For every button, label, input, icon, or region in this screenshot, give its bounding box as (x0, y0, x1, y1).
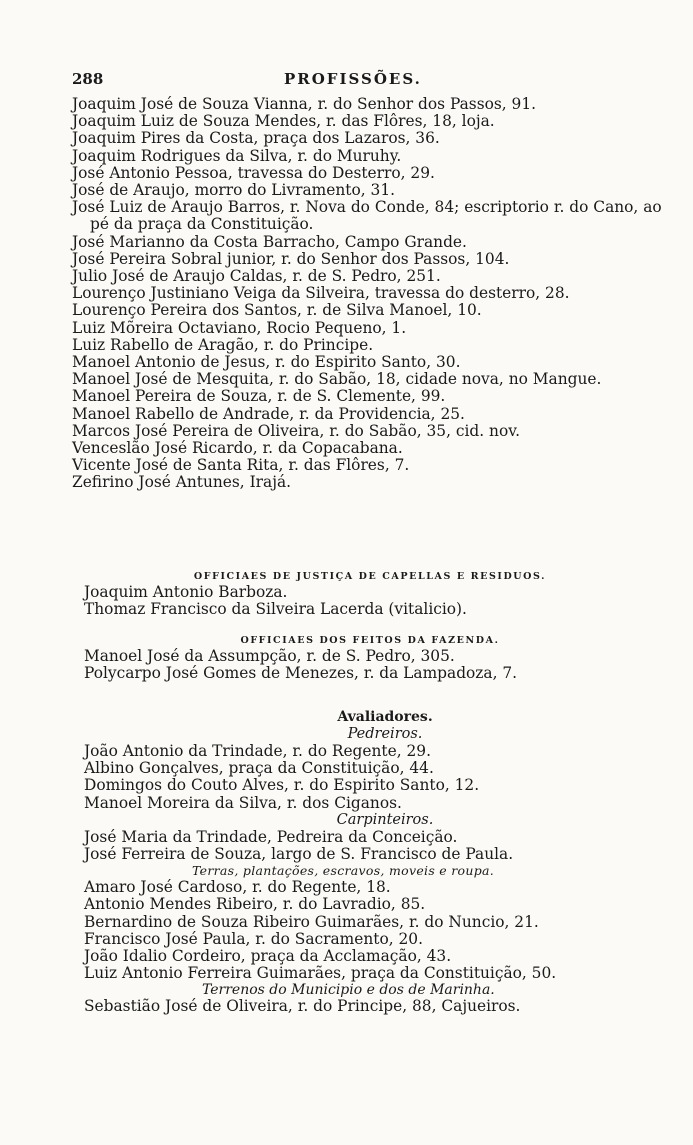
list-item: Amaro José Cardoso, r. do Regente, 18. (84, 878, 391, 897)
list-item: João Antonio da Trindade, r. do Regente, 29. (84, 742, 431, 760)
subsection-heading: Terras, plantações, escravos, moveis e roupa. (192, 863, 495, 879)
list-item: Julio José de Araujo Caldas, r. de S. Pedro, 251. (72, 267, 441, 286)
list-item: Lourenço Pereira dos Santos, r. de Silva Manoel, 10. (72, 301, 482, 320)
list-item: Luiz Rabello de Aragão, r. do Principe. (72, 335, 374, 354)
subsection-heading: Pedreiros. (347, 726, 423, 742)
main-entry-list (72, 96, 668, 492)
list-item: Joaquim Rodrigues da Silva, r. do Muruhy. (72, 146, 402, 165)
running-title: PROFISSÕES. (284, 70, 422, 88)
list-item: Marcos José Pereira de Oliveira, r. do Sabão, 35, cid. nov. (72, 421, 520, 440)
list-item: Bernardino de Souza Ribeiro Guimarães, r. do Nuncio, 21. (84, 912, 539, 931)
list-item: Zefirino José Antunes, Irajá. (72, 473, 292, 492)
list-item: Manoel José da Assumpção, r. de S. Pedro, 305. (84, 647, 455, 665)
list-item: João Idalio Cordeiro, praça da Acclamação, 43. (84, 947, 452, 966)
section-fazenda (72, 634, 668, 682)
list-item: Luiz Antonio Ferreira Guimarães, praça da Constituição, 50. (84, 964, 557, 983)
page-number: 288 (72, 70, 104, 88)
list-item: Manoel Moreira da Silva, r. dos Ciganos. (84, 793, 402, 812)
list-item: Manoel Pereira de Souza, r. de S. Clemente, 99. (72, 387, 446, 406)
list-item: Lourenço Justiniano Veiga da Silveira, travessa do desterro, 28. (72, 284, 570, 303)
list-item: José Pereira Sobral junior, r. do Senhor dos Passos, 104. (72, 249, 510, 268)
section-heading: OFFICIAES DE JUSTIÇA DE CAPELLAS E RESIDUOS. (193, 571, 547, 582)
subsection-heading: Terrenos do Municipio e dos de Marinha. (202, 982, 495, 999)
list-item: José Luiz de Araujo Barros, r. Nova do Conde, 84; escriptorio r. do Cano, ao pé da praça da Constituição. (72, 198, 662, 234)
list-item: Joaquim Luiz de Souza Mendes, r. das Flôres, 18, loja. (72, 112, 495, 131)
list-item: Manoel Antonio de Jesus, r. do Espirito Santo, 30. (72, 353, 461, 372)
list-item: Domingos do Couto Alves, r. do Espirito Santo, 12. (84, 776, 480, 795)
section-heading: Avaliadores. (337, 709, 433, 725)
section-heading: OFFICIAES DOS FEITOS DA FAZENDA. (240, 635, 500, 646)
subsection-heading: Carpinteiros. (336, 811, 434, 828)
list-item: Antonio Mendes Ribeiro, r. do Lavradio, 85. (84, 895, 426, 914)
list-item: José Ferreira de Souza, largo de S. Francisco de Paula. (84, 845, 514, 864)
list-item: José Marianno da Costa Barracho, Campo Grande. (72, 232, 467, 251)
list-item: Polycarpo José Gomes de Menezes, r. da Lampadoza, 7. (84, 664, 518, 683)
list-item: Sebastião José de Oliveira, r. do Principe, 88, Cajueiros. (84, 997, 521, 1016)
list-item: José Maria da Trindade, Pedreira da Conceição. (84, 827, 458, 846)
list-item: Luiz Mõreira Octaviano, Rocio Pequeno, 1. (72, 318, 407, 337)
list-item: Joaquim José de Souza Vianna, r. do Senhor dos Passos, 91. (72, 95, 537, 113)
list-item: Joaquim Pires da Costa, praça dos Lazaros, 36. (72, 129, 440, 148)
list-item: Manoel Rabello de Andrade, r. da Providencia, 25. (72, 404, 465, 423)
list-item: Albino Gonçalves, praça da Constituição, 44. (84, 759, 434, 778)
list-item: José de Araujo, morro do Livramento, 31. (72, 181, 396, 200)
list-item: Joaquim Antonio Barboza. (84, 583, 288, 601)
list-item: Thomaz Francisco da Silveira Lacerda (vitalicio). (84, 600, 467, 619)
list-item: José Antonio Pessoa, travessa do Desterro, 29. (72, 163, 435, 182)
page-header (72, 70, 592, 92)
list-item: Venceslão José Ricardo, r. da Copacabana. (72, 439, 403, 458)
section-capellas (72, 570, 668, 618)
list-item: Manoel José de Mesquita, r. do Sabão, 18, cidade nova, no Mangue. (72, 370, 602, 389)
list-item: Francisco José Paula, r. do Sacramento, 20. (84, 929, 423, 948)
section-avaliadores (72, 708, 668, 1016)
list-item: Vicente José de Santa Rita, r. das Flôres, 7. (72, 456, 410, 475)
